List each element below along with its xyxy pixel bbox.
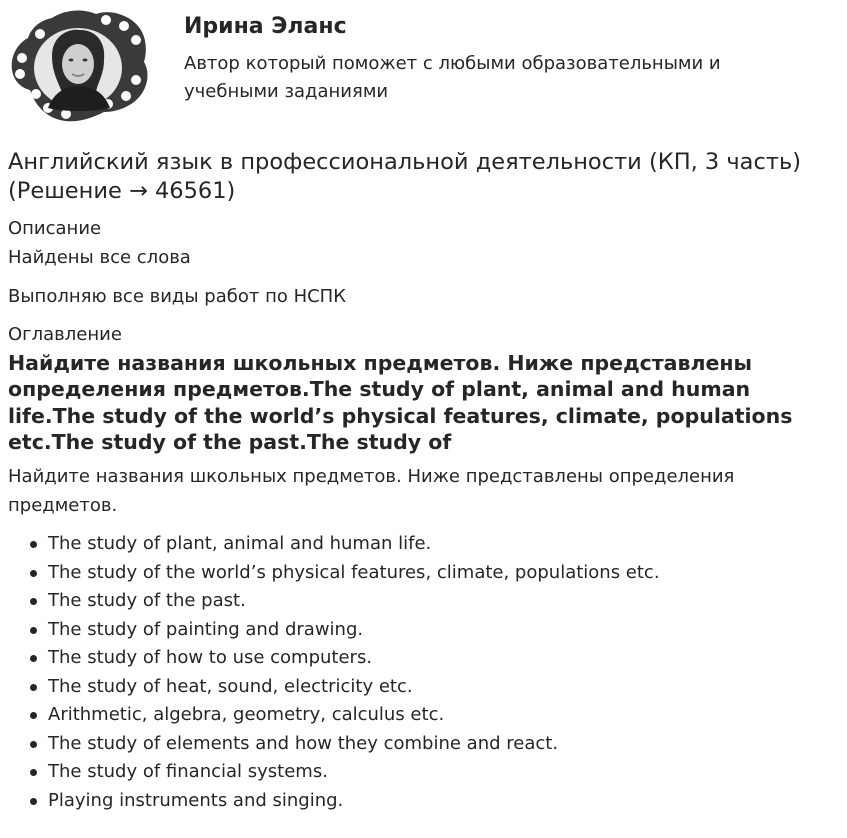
description-text: Найдены все слова	[8, 247, 191, 268]
list-item	[8, 530, 828, 559]
list-item-text: The study of elements and how they combine and react.	[48, 732, 559, 754]
services-note: Выполняю все виды работ по НСПК	[8, 286, 347, 307]
list-item	[8, 587, 828, 616]
list-item	[8, 701, 828, 730]
bullet-icon	[30, 741, 37, 748]
bullet-icon	[30, 541, 37, 548]
page-title: Английский язык в профессиональной деятельности (КП, 3 часть) (Решение → 46561)	[8, 149, 801, 204]
bullet-icon	[30, 570, 37, 577]
list-item	[8, 616, 828, 645]
list-item-text: The study of the world’s physical features, climate, populations etc.	[48, 561, 660, 583]
definitions-list	[8, 530, 828, 815]
bullet-icon	[30, 712, 37, 719]
list-item-text: The study of plant, animal and human life.	[48, 533, 432, 554]
bullet-icon	[30, 598, 37, 605]
list-item	[8, 730, 828, 759]
list-item	[8, 787, 828, 816]
author-card	[8, 8, 839, 126]
list-item	[8, 559, 828, 588]
question-title: Найдите названия школьных предметов. Ниже представлены определения предметов.The study of plant, animal and human life.The study of the world’s physical features, climate, populations etc.The study of the past.The study of	[8, 351, 793, 454]
author-avatar	[8, 8, 150, 126]
description-label: Описание	[8, 218, 102, 239]
list-item-text: The study of heat, sound, electricity etc.	[48, 675, 413, 697]
list-item	[8, 673, 828, 702]
bullet-icon	[30, 684, 37, 691]
bullet-icon	[30, 769, 37, 776]
author-name[interactable]: Ирина Эланс	[184, 14, 347, 39]
bullet-icon	[30, 627, 37, 634]
author-description: Автор который поможет с любыми образовательными и учебными заданиями	[184, 53, 721, 102]
list-item	[8, 758, 828, 787]
bullet-icon	[30, 798, 37, 805]
list-item-text: The study of how to use computers.	[48, 647, 373, 668]
toc-label: Оглавление	[8, 324, 122, 345]
bullet-icon	[30, 655, 37, 662]
list-item-text: Playing instruments and singing.	[48, 789, 344, 811]
question-intro: Найдите названия школьных предметов. Ниже представлены определения предметов.	[8, 466, 735, 516]
list-item-text: The study of the past.	[48, 590, 246, 611]
list-item-text: Arithmetic, algebra, geometry, calculus etc.	[48, 704, 445, 725]
list-item-text: The study of financial systems.	[48, 761, 328, 782]
list-item	[8, 644, 828, 673]
list-item-text: The study of painting and drawing.	[48, 618, 364, 640]
